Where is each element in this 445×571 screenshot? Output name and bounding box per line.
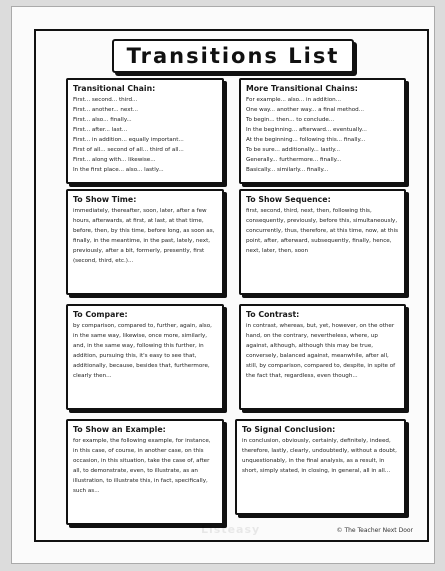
page-title: Transitions List — [126, 44, 340, 68]
watermark-text: Listeasy — [201, 523, 261, 536]
worksheet-page — [11, 6, 435, 564]
list-item: In the first place... also... lastly... — [73, 167, 164, 173]
compare-box — [66, 304, 224, 410]
list-item: First... in addition... equally important... — [73, 137, 184, 143]
list-item: First... also... finally... — [73, 117, 132, 123]
list-item: First... another... next... — [73, 107, 139, 113]
box-text: immediately, thereafter, soon, later, after a few hours, afterwards, at first, at last, at that time, before, then, by this time, before long, as soon as, finally, in the meantime, in the past, lately, next, previously, after a bit, formerly, presently, first (second, third, etc.)... — [73, 208, 215, 264]
list-item: Basically... similarly... finally... — [246, 167, 329, 173]
box-text: in contrast, whereas, but, yet, however, on the other hand, on the contrary, nevertheless, where, up against, although, although this may be true, conversely, balanced against, meanwhile, after all, still, by comparison, compared to, despite, in spite of the fact that, regardless, even though... — [246, 323, 396, 379]
show-example-box — [66, 419, 224, 525]
box-text: by comparison, compared to, further, again, also, in the same way, likewise, once more, similarly, and, in the same way, following this further, in addition, pursuing this, it's easy to see that, additionally, because, besides that, furthermore, clearly then... — [73, 323, 212, 379]
box-text: in conclusion, obviously, certainly, definitely, indeed, therefore, lastly, clearly, undoubtedly, without a doubt, unquestionably, in the final analysis, as a result, in short, simply stated, in closing, in general, all in all... — [242, 438, 397, 474]
list-item: In the beginning... afterward... eventually... — [246, 127, 367, 133]
list-item: First of all... second of all... third of all... — [73, 147, 184, 153]
copyright-credit: © The Teacher Next Door — [336, 527, 413, 534]
list-item: Generally... furthermore... finally... — [246, 157, 342, 163]
box-text: for example, the following example, for instance, in this case, of course, in another case, on this occasion, in this situation, take the case of, after all, to demonstrate, even, to illustrate, as an illustration, to illustrate this, in fact, specifically, such as... — [73, 438, 211, 494]
box-heading: Transitional Chain: — [73, 84, 156, 93]
transition-list — [73, 95, 217, 175]
show-time-box — [66, 189, 224, 295]
box-heading: To Compare: — [73, 310, 128, 319]
list-item: First... along with... likewise... — [73, 157, 156, 163]
box-heading: To Contrast: — [246, 310, 300, 319]
worksheet-frame — [34, 29, 429, 542]
box-heading: To Show Sequence: — [246, 195, 331, 204]
contrast-box — [239, 304, 406, 410]
list-item: First... after... last... — [73, 127, 128, 133]
list-item: For example... also... in addition... — [246, 97, 342, 103]
transition-list — [246, 95, 399, 175]
show-sequence-box — [239, 189, 406, 295]
list-item: First... second... third... — [73, 97, 138, 103]
box-heading: To Show Time: — [73, 195, 137, 204]
box-heading: To Signal Conclusion: — [242, 425, 336, 434]
signal-conclusion-box — [235, 419, 406, 515]
transitional-chain-box — [66, 78, 224, 184]
list-item: To be sure... additionally... lastly... — [246, 147, 341, 153]
list-item: To begin... then... to conclude... — [246, 117, 335, 123]
list-item: One way... another way... a final method... — [246, 107, 365, 113]
box-heading: More Transitional Chains: — [246, 84, 358, 93]
box-text: first, second, third, next, then, following this, consequently, previously, before this, simultaneously, concurrently, thus, therefore, at this time, now, at this point, after, afterward, subsequently, finally, hence, next, later, then, soon — [246, 208, 399, 254]
list-item: At the beginning... following this... finally... — [246, 137, 366, 143]
title-banner — [112, 39, 354, 73]
more-transitional-chains-box — [239, 78, 406, 184]
box-heading: To Show an Example: — [73, 425, 166, 434]
